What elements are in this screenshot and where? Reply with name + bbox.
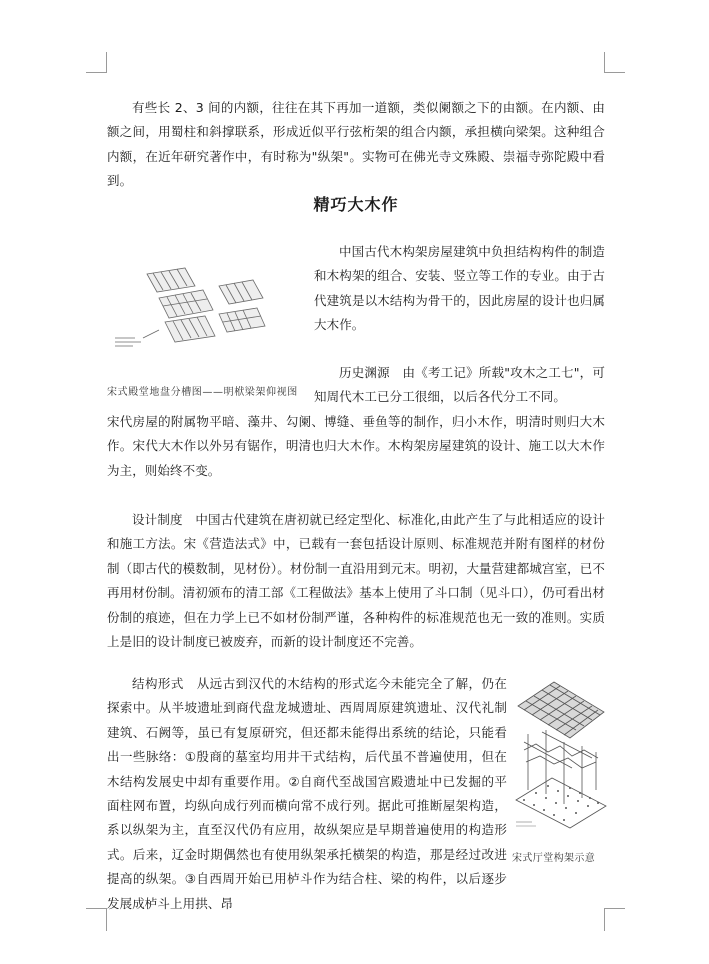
crop-mark-bottom-right	[604, 908, 625, 931]
paragraph-definition: 中国古代木构架房屋建筑中负担结构构件的制造和木构架的组合、安装、竖立等工作的专业。由于古代建筑是以木结构为骨干的，因此房屋的设计也归属大木作。	[314, 244, 605, 333]
crop-mark-top-left	[86, 52, 107, 73]
section-title: 精巧大木作	[313, 195, 399, 214]
paragraph-structural-form: 结构形式 从远古到汉代的木结构的形式迄今未能完全了解，仍在探索中。从半坡遗址到商代盘龙城遗址、西周周原建筑遗址、汉代礼制建筑、石阙等，虽已有复原研究，但还都未能得出系统的结论，只能看出一些脉络：①殷商的墓室均用井干式结构，后代虽不普遍使用，但在木结构发展史中却有重要作用。②自商代至战国宫殿遗址中已发掘的平面柱网布置，均纵向成行列而横向常不成行列。据此可推断屋架构造，系以纵架为主，直至汉代仍有应用，故纵架应是早期普遍使用的构造形式。后来，辽金时期偶然也有使用纵架承托横架的构造，那是经过改进提高的纵架。③自西周开始已用栌斗作为结合柱、梁的构件，以后逐步发展成栌斗上用拱、昂	[107, 676, 507, 911]
paragraph-inner-beam: 有些长 2、3 间的内额，往往在其下再加一道额，类似阑额之下的由额。在内额、由额之间，用蜀柱和斜撑联系，形成近似平行弦桁架的组合内额，承担横向梁架。这种组合内额，在近年研究著作中，有时称为"纵架"。实物可在佛光寺文殊殿、崇福寺弥陀殿中看到。	[107, 100, 605, 189]
figure-caption-floor-plan: 宋式殿堂地盘分槽图——明栿梁架仰视图	[107, 387, 298, 398]
figure-caption-hall-frame: 宋式厅堂构架示意	[512, 853, 596, 864]
paragraph-history-intro: 历史渊源 由《考工记》所载"攻木之工七"，可知周代木工已分工很细，以后各代分工不同。	[314, 365, 605, 405]
figure-hall-frame-diagram	[512, 672, 608, 840]
paragraph-design-system: 设计制度 中国古代建筑在唐初就已经定型化、标准化,由此产生了与此相适应的设计和施工方法。宋《营造法式》中，已载有一套包括设计原则、标准规范并附有图样的材份制（即古代的模数制，见材份）。材份制一直沿用到元末。明初，大量营建都城宫室，已不再用材份制。清初颁布的清工部《工程做法》基本上使用了斗口制（见斗口），仍可看出材份制的痕迹，但在力学上已不如材份制严谨，各种构件的标准规范也无一致的准则。实质上是旧的设计制度已被废弃，而新的设计制度还不完善。	[107, 512, 605, 650]
paragraph-history-continued: 宋代房屋的附属物平暗、藻井、勾阑、博缝、垂鱼等的制作，归小木作，明清时则归大木作。宋代大木作以外另有锯作，明清也归大木作。木构架房屋建筑的设计、施工以大木作为主，则始终不变。	[107, 414, 605, 478]
figure-floor-plan-diagram	[107, 264, 267, 352]
crop-mark-top-right	[604, 52, 625, 73]
crop-mark-bottom-left	[86, 908, 107, 931]
